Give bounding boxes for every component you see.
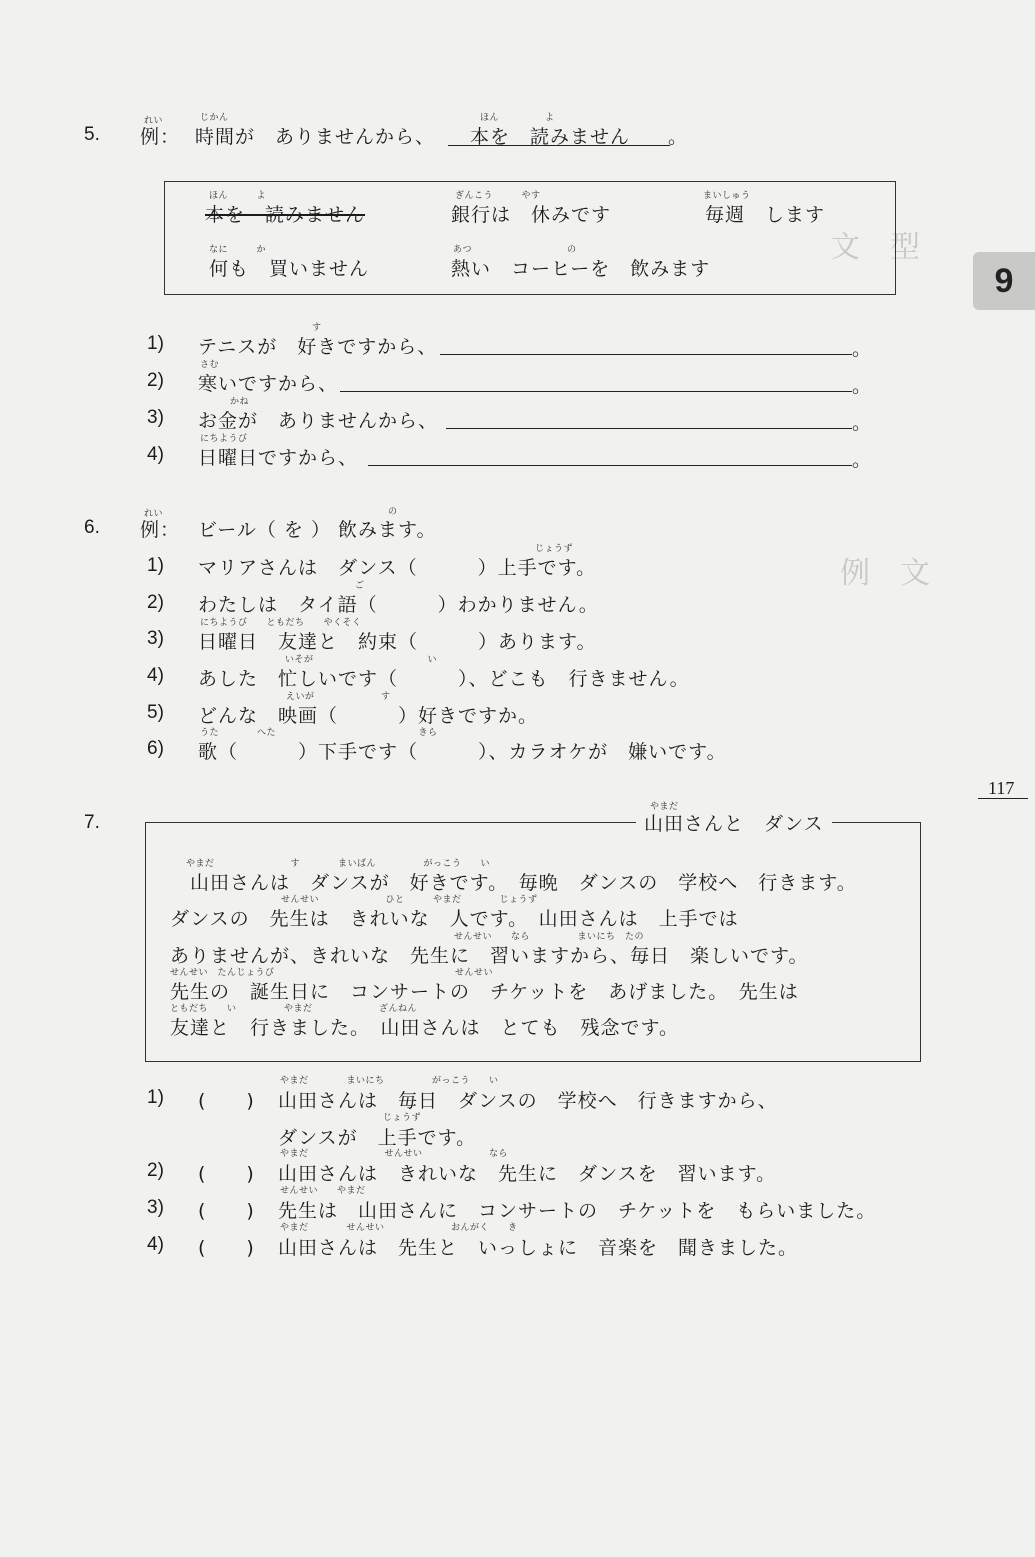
show-through-text: 文 型 — [830, 230, 920, 265]
box-title-text: 山田さんと ダンス — [644, 813, 824, 835]
answer-line[interactable] — [440, 354, 852, 355]
fill-in-sentence: どんな 映画（ ）好きですか。 — [198, 705, 539, 727]
furigana: じかん — [200, 113, 229, 123]
word-used: 本を 読みません — [205, 204, 366, 226]
example-label: 例： — [140, 519, 181, 541]
example-answer-line — [448, 145, 670, 146]
example-prompt: 時間が ありませんから、 — [195, 126, 436, 148]
word-box — [164, 181, 896, 295]
exercise-number: 7. — [84, 812, 100, 833]
answer-parentheses[interactable]: ( ) — [198, 1090, 255, 1112]
item-number: 4) — [147, 1234, 164, 1255]
item-prompt: テニスが 好きですから、 — [198, 336, 438, 358]
furigana: うた へた きら — [200, 728, 438, 738]
example-label: 例： — [140, 126, 181, 148]
statement: 山田さんは 先生と いっしょに 音楽を 聞きました。 — [278, 1237, 799, 1259]
furigana: せんせい なら まいにち たの — [454, 932, 645, 942]
statement: 山田さんは 毎日 ダンスの 学校へ 行きますから、 — [278, 1090, 778, 1112]
exercise-number: 6. — [84, 517, 100, 538]
statement: 山田さんは きれいな 先生に ダンスを 習います。 — [278, 1163, 777, 1185]
item-number: 2) — [147, 1160, 164, 1181]
item-prompt: 寒いですから、 — [198, 373, 339, 395]
item-number: 5) — [147, 702, 164, 723]
page-number-rule — [978, 798, 1028, 799]
furigana: いそが い — [285, 655, 438, 665]
reading-box — [145, 802, 921, 1062]
word-option: 何も 買いません — [209, 258, 370, 280]
example-sentence: ビール（ を ） 飲みます。 — [198, 519, 437, 541]
fill-in-sentence: わたしは タイ語（ ）わかりません。 — [198, 594, 599, 616]
furigana: やまだ — [650, 802, 679, 812]
furigana: やまだ せんせい おんがく き — [280, 1223, 518, 1233]
fill-in-sentence: 日曜日 友達と 約束（ ）あります。 — [198, 631, 597, 653]
furigana: かね — [230, 397, 250, 407]
furigana: なに か — [209, 245, 267, 255]
answer-parentheses[interactable]: ( ) — [198, 1200, 255, 1222]
answer-line[interactable] — [368, 465, 852, 466]
exercise-number: 5. — [84, 124, 100, 145]
furigana: にちようび ともだち やくそく — [200, 618, 362, 628]
item-number: 2) — [147, 370, 164, 391]
statement: 先生は 山田さんに コンサートの チケットを もらいました。 — [278, 1200, 877, 1222]
passage-line: ダンスの 先生は きれいな 人です。 山田さんは 上手では — [170, 908, 739, 930]
answer-line[interactable] — [446, 428, 852, 429]
furigana: れい — [144, 116, 164, 126]
furigana: まいしゅう — [703, 191, 751, 201]
fill-in-sentence: あした 忙しいです（ ）、どこも 行きません。 — [198, 668, 690, 690]
item-number: 1) — [147, 555, 164, 576]
answer-parentheses[interactable]: ( ) — [198, 1163, 255, 1185]
item-number: 4) — [147, 444, 164, 465]
word-option: 毎週 します — [705, 204, 826, 226]
fill-in-sentence: 歌（ ）下手です（ ）、カラオケが 嫌いです。 — [198, 741, 727, 763]
passage-line: 先生の 誕生日に コンサートの チケットを あげました。 先生は — [170, 981, 799, 1003]
furigana: の — [388, 507, 398, 517]
furigana: えいが す — [286, 692, 391, 702]
page-number: 117 — [988, 778, 1015, 798]
fill-in-sentence: マリアさんは ダンス（ ）上手です。 — [198, 557, 597, 579]
passage-line: 友達と 行きました。 山田さんは とても 残念です。 — [170, 1017, 679, 1039]
furigana: ほん よ — [209, 191, 267, 201]
item-number: 2) — [147, 592, 164, 613]
item-number: 4) — [147, 665, 164, 686]
box-title — [636, 802, 832, 836]
furigana: ともだち い やまだ ざんねん — [170, 1004, 418, 1014]
answer-line[interactable] — [340, 391, 852, 392]
example-answer: 本を 読みません — [470, 126, 631, 148]
item-prompt: 日曜日ですから、 — [198, 447, 359, 469]
passage-line: ありませんが、きれいな 先生に 習いますから、毎日 楽しいです。 — [170, 945, 809, 967]
item-end: 。 — [852, 412, 873, 434]
furigana: やまだ せんせい なら — [280, 1149, 509, 1159]
statement: ダンスが 上手です。 — [278, 1127, 477, 1149]
example-end: 。 — [668, 126, 689, 148]
answer-parentheses[interactable]: ( ) — [198, 1237, 255, 1259]
furigana: じょうず — [383, 1113, 422, 1123]
furigana: れい — [144, 509, 164, 519]
passage-line: 山田さんは ダンスが 好きです。 毎晩 ダンスの 学校へ 行きます。 — [170, 872, 857, 894]
chapter-tab: 9 — [973, 252, 1035, 310]
item-number: 1) — [147, 333, 164, 354]
furigana: せんせい やまだ — [280, 1186, 366, 1196]
furigana: さむ — [200, 360, 220, 370]
furigana: あつ の — [453, 245, 577, 255]
item-end: 。 — [852, 449, 873, 471]
furigana: よ — [545, 113, 555, 123]
item-end: 。 — [852, 338, 873, 360]
furigana: ご — [355, 581, 365, 591]
furigana: にちようび — [200, 434, 248, 444]
word-option: 銀行は 休みです — [451, 204, 612, 226]
item-number: 3) — [147, 407, 164, 428]
word-option: 熱い コーヒーを 飲みます — [451, 258, 711, 280]
item-end: 。 — [852, 375, 873, 397]
furigana: せんせい ひと やまだ じょうず — [281, 895, 538, 905]
item-number: 1) — [147, 1087, 164, 1108]
show-through-text: 例 文 — [840, 556, 930, 591]
furigana: やまだ す まいばん がっこう い — [186, 859, 491, 869]
furigana: やまだ まいにち がっこう い — [280, 1076, 499, 1086]
item-number: 3) — [147, 1197, 164, 1218]
furigana: す — [312, 323, 322, 333]
furigana: ぎんこう やす — [455, 191, 541, 201]
item-number: 6) — [147, 738, 164, 759]
furigana: じょうず — [535, 544, 574, 554]
furigana: せんせい たんじょうび せんせい — [170, 968, 494, 978]
item-prompt: お金が ありませんから、 — [198, 410, 439, 432]
item-number: 3) — [147, 628, 164, 649]
furigana: ほん — [480, 113, 500, 123]
